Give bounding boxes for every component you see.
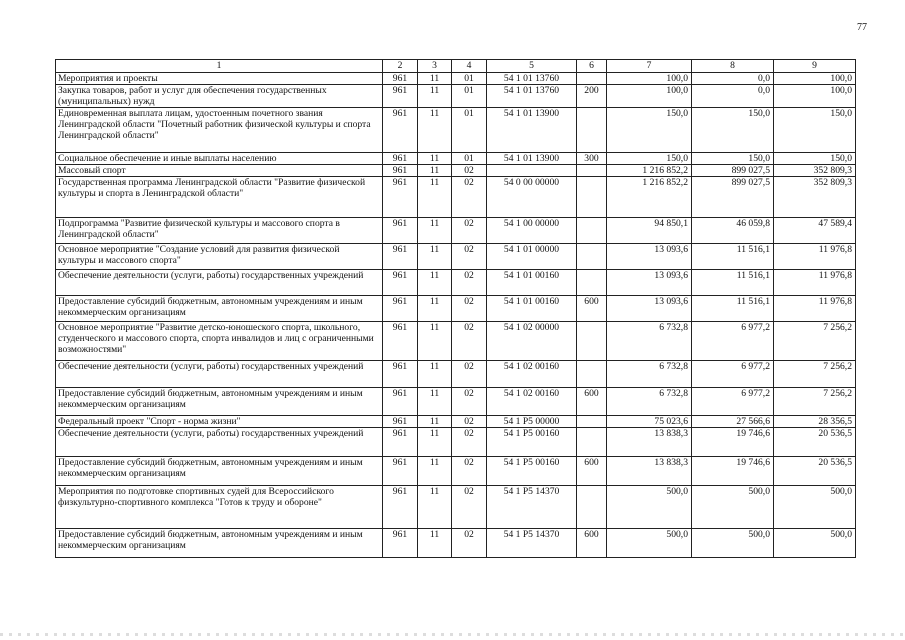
section-code: 11 [418,457,452,486]
table-row [56,296,856,322]
expense-type [577,270,607,296]
table-row [56,529,856,558]
table-row [56,322,856,361]
amount-col7: 500,0 [607,529,692,558]
section-code: 11 [418,73,452,85]
amount-col9: 500,0 [774,486,856,529]
subsection-code: 02 [452,388,487,416]
amount-col9: 7 256,2 [774,388,856,416]
expense-type [577,428,607,457]
amount-col9: 100,0 [774,85,856,108]
row-name: Единовременная выплата лицам, удостоенным почетного звания Ленинградской области "Почетный работник физической культуры и спорта Ленинградской области" [56,108,383,153]
amount-col7: 150,0 [607,108,692,153]
row-name: Предоставление субсидий бюджетным, автономным учреждениям и иным некоммерческим организациям [56,529,383,558]
row-name: Основное мероприятие "Создание условий для развития физической культуры и массового спорта" [56,244,383,270]
section-code: 11 [418,270,452,296]
row-name: Массовый спорт [56,165,383,177]
budget-table [55,59,856,558]
table-row [56,428,856,457]
subsection-code: 02 [452,486,487,529]
header-cell: 2 [383,60,418,73]
admin-code: 961 [383,165,418,177]
section-code: 11 [418,244,452,270]
amount-col9: 100,0 [774,73,856,85]
expense-type [577,177,607,218]
amount-col8: 899 027,5 [692,177,774,218]
table-row [56,85,856,108]
table-row [56,457,856,486]
amount-col7: 13 093,6 [607,296,692,322]
header-cell: 5 [487,60,577,73]
target-article: 54 1 01 13900 [487,153,577,165]
table-row [56,218,856,244]
admin-code: 961 [383,177,418,218]
subsection-code: 02 [452,177,487,218]
table-row [56,177,856,218]
header-cell: 9 [774,60,856,73]
expense-type: 200 [577,85,607,108]
row-name: Федеральный проект "Спорт - норма жизни" [56,416,383,428]
amount-col9: 150,0 [774,153,856,165]
subsection-code: 02 [452,416,487,428]
amount-col8: 150,0 [692,153,774,165]
amount-col9: 11 976,8 [774,296,856,322]
amount-col7: 6 732,8 [607,388,692,416]
row-name: Государственная программа Ленинградской области "Развитие физической культуры и спорта в Ленинградской области" [56,177,383,218]
target-article: 54 1 P5 00000 [487,416,577,428]
amount-col8: 19 746,6 [692,457,774,486]
expense-type [577,108,607,153]
subsection-code: 02 [452,296,487,322]
table-row [56,486,856,529]
row-name: Обеспечение деятельности (услуги, работы) государственных учреждений [56,270,383,296]
amount-col7: 13 093,6 [607,270,692,296]
header-cell: 1 [56,60,383,73]
expense-type [577,244,607,270]
row-name: Закупка товаров, работ и услуг для обеспечения государственных (муниципальных) нужд [56,85,383,108]
amount-col9: 7 256,2 [774,322,856,361]
target-article: 54 1 02 00160 [487,388,577,416]
subsection-code: 02 [452,218,487,244]
target-article: 54 1 01 00160 [487,296,577,322]
page-number: 77 [857,22,867,33]
amount-col9: 150,0 [774,108,856,153]
admin-code: 961 [383,270,418,296]
expense-type: 600 [577,457,607,486]
table-row [56,73,856,85]
target-article: 54 1 P5 00160 [487,428,577,457]
amount-col7: 13 838,3 [607,457,692,486]
row-name: Обеспечение деятельности (услуги, работы) государственных учреждений [56,428,383,457]
expense-type [577,416,607,428]
amount-col7: 1 216 852,2 [607,165,692,177]
target-article: 54 0 00 00000 [487,177,577,218]
table-row [56,244,856,270]
table-row [56,153,856,165]
amount-col9: 7 256,2 [774,361,856,388]
amount-col7: 75 023,6 [607,416,692,428]
subsection-code: 02 [452,244,487,270]
section-code: 11 [418,361,452,388]
amount-col8: 19 746,6 [692,428,774,457]
amount-col9: 20 536,5 [774,428,856,457]
target-article: 54 1 01 00160 [487,270,577,296]
subsection-code: 02 [452,457,487,486]
expense-type [577,165,607,177]
amount-col9: 352 809,3 [774,165,856,177]
row-name: Подпрограмма "Развитие физической культуры и массового спорта в Ленинградской области" [56,218,383,244]
section-code: 11 [418,322,452,361]
target-article: 54 1 01 13760 [487,73,577,85]
section-code: 11 [418,165,452,177]
amount-col8: 11 516,1 [692,244,774,270]
subsection-code: 02 [452,361,487,388]
admin-code: 961 [383,486,418,529]
table-row [56,270,856,296]
target-article: 54 1 P5 14370 [487,529,577,558]
row-name: Социальное обеспечение и иные выплаты населению [56,153,383,165]
target-article: 54 1 P5 00160 [487,457,577,486]
header-cell: 8 [692,60,774,73]
admin-code: 961 [383,457,418,486]
admin-code: 961 [383,529,418,558]
subsection-code: 02 [452,270,487,296]
admin-code: 961 [383,153,418,165]
admin-code: 961 [383,73,418,85]
table-row [56,416,856,428]
amount-col8: 0,0 [692,73,774,85]
expense-type: 600 [577,296,607,322]
amount-col8: 27 566,6 [692,416,774,428]
section-code: 11 [418,416,452,428]
target-article: 54 1 02 00160 [487,361,577,388]
amount-col8: 150,0 [692,108,774,153]
amount-col8: 500,0 [692,486,774,529]
amount-col9: 20 536,5 [774,457,856,486]
section-code: 11 [418,388,452,416]
subsection-code: 01 [452,108,487,153]
amount-col8: 6 977,2 [692,361,774,388]
amount-col8: 11 516,1 [692,270,774,296]
amount-col8: 6 977,2 [692,388,774,416]
amount-col8: 500,0 [692,529,774,558]
subsection-code: 01 [452,73,487,85]
header-cell: 6 [577,60,607,73]
section-code: 11 [418,85,452,108]
amount-col9: 11 976,8 [774,270,856,296]
section-code: 11 [418,108,452,153]
row-name: Основное мероприятие "Развитие детско-юношеского спорта, школьного, студенческого и массового спорта, спорта инвалидов и лиц с ограниченными возможностями" [56,322,383,361]
amount-col7: 6 732,8 [607,322,692,361]
table-row [56,165,856,177]
header-cell: 4 [452,60,487,73]
expense-type [577,486,607,529]
expense-type: 600 [577,388,607,416]
amount-col9: 352 809,3 [774,177,856,218]
subsection-code: 02 [452,165,487,177]
amount-col8: 6 977,2 [692,322,774,361]
section-code: 11 [418,218,452,244]
admin-code: 961 [383,108,418,153]
table-row [56,388,856,416]
target-article [487,165,577,177]
amount-col8: 0,0 [692,85,774,108]
subsection-code: 02 [452,529,487,558]
amount-col7: 150,0 [607,153,692,165]
scan-artifact [0,633,905,636]
row-name: Мероприятия по подготовке спортивных судей для Всероссийского физкультурно-спортивного комплекса "Готов к труду и обороне" [56,486,383,529]
amount-col9: 28 356,5 [774,416,856,428]
section-code: 11 [418,296,452,322]
amount-col7: 6 732,8 [607,361,692,388]
admin-code: 961 [383,244,418,270]
subsection-code: 01 [452,85,487,108]
section-code: 11 [418,153,452,165]
amount-col7: 100,0 [607,85,692,108]
admin-code: 961 [383,388,418,416]
section-code: 11 [418,529,452,558]
amount-col7: 1 216 852,2 [607,177,692,218]
amount-col7: 100,0 [607,73,692,85]
section-code: 11 [418,428,452,457]
admin-code: 961 [383,85,418,108]
table-row [56,361,856,388]
admin-code: 961 [383,322,418,361]
amount-col7: 500,0 [607,486,692,529]
row-name: Предоставление субсидий бюджетным, автономным учреждениям и иным некоммерческим организациям [56,388,383,416]
amount-col8: 11 516,1 [692,296,774,322]
row-name: Предоставление субсидий бюджетным, автономным учреждениям и иным некоммерческим организациям [56,296,383,322]
subsection-code: 01 [452,153,487,165]
expense-type [577,361,607,388]
header-row [56,60,856,73]
target-article: 54 1 01 13900 [487,108,577,153]
admin-code: 961 [383,361,418,388]
subsection-code: 02 [452,428,487,457]
expense-type [577,218,607,244]
amount-col8: 899 027,5 [692,165,774,177]
target-article: 54 1 P5 14370 [487,486,577,529]
expense-type [577,73,607,85]
expense-type [577,322,607,361]
section-code: 11 [418,177,452,218]
target-article: 54 1 01 00000 [487,244,577,270]
amount-col9: 11 976,8 [774,244,856,270]
admin-code: 961 [383,416,418,428]
amount-col7: 13 093,6 [607,244,692,270]
target-article: 54 1 02 00000 [487,322,577,361]
row-name: Мероприятия и проекты [56,73,383,85]
amount-col7: 94 850,1 [607,218,692,244]
target-article: 54 1 00 00000 [487,218,577,244]
admin-code: 961 [383,428,418,457]
target-article: 54 1 01 13760 [487,85,577,108]
header-cell: 7 [607,60,692,73]
table-row [56,108,856,153]
admin-code: 961 [383,218,418,244]
row-name: Предоставление субсидий бюджетным, автономным учреждениям и иным некоммерческим организациям [56,457,383,486]
section-code: 11 [418,486,452,529]
amount-col9: 500,0 [774,529,856,558]
expense-type: 600 [577,529,607,558]
amount-col7: 13 838,3 [607,428,692,457]
amount-col8: 46 059,8 [692,218,774,244]
amount-col9: 47 589,4 [774,218,856,244]
admin-code: 961 [383,296,418,322]
expense-type: 300 [577,153,607,165]
header-cell: 3 [418,60,452,73]
row-name: Обеспечение деятельности (услуги, работы) государственных учреждений [56,361,383,388]
subsection-code: 02 [452,322,487,361]
